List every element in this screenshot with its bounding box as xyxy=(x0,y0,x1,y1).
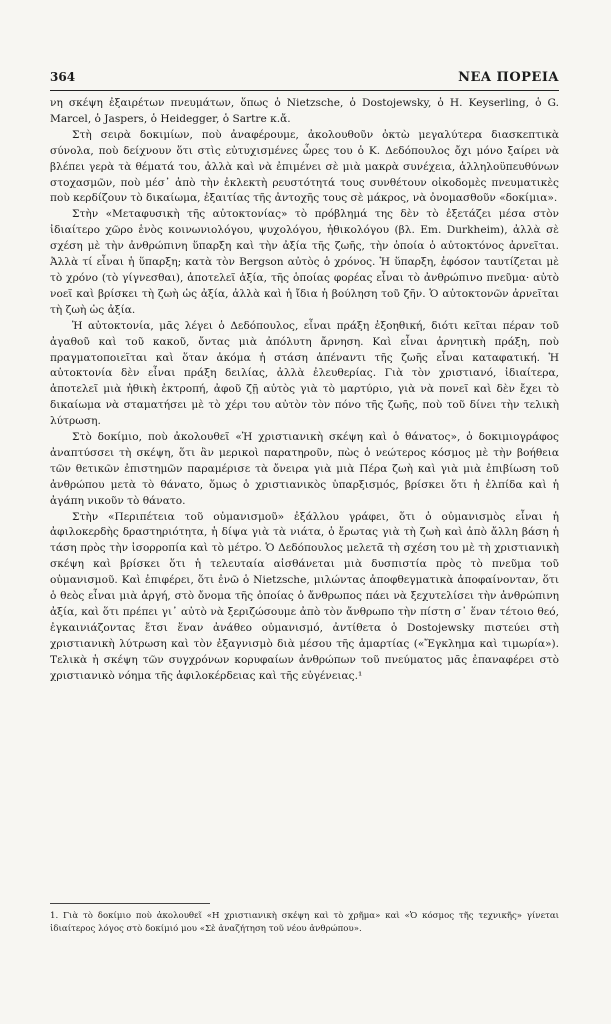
paragraph: Στὴ σειρὰ δοκιμίων, ποὺ ἀναφέρουμε, ἀκολουθοῦν ὀκτὼ μεγαλύτερα διασκεπτικὰ σύνολα, ποὺ δείχνουν ὅτι στὶς εὐτυχισμένες ὧρες του ὁ Κ. Δεδόπουλος ὄχι μόνο ξαίρει νὰ βλέπει γερὰ τὰ θέματά του, ἀλλὰ καὶ νὰ ἐπιμένει σὲ μιὰ μακρὰ συνέχεια, ἀλληλοϋπευθύνων στοχασμῶν, ποὺ μέσ᾿ ἀπὸ τὴν ἐκλεκτὴ ρευστότητά τους συνθέτουν οἰκοδομὲς πνευματικὲς ποὺ κερδίζουν τὸ δικαίωμα, ἐξαιτίας τῆς ἀντοχῆς τους σὲ μάκρος, νὰ ὀνομασθοῦν «δοκίμια». xyxy=(50,128,559,205)
footnote-rule xyxy=(50,903,210,904)
header-rule xyxy=(50,90,559,91)
running-head: ΝΕΑ ΠΟΡΕΙΑ xyxy=(458,70,559,85)
page-header xyxy=(50,70,559,85)
paragraph: Ἡ αὐτοκτονία, μᾶς λέγει ὁ Δεδόπουλος, εἶναι πράξη ἐξοηθική, διότι κεῖται πέραν τοῦ ἀγαθοῦ καὶ τοῦ κακοῦ, ὄντας μιὰ ἀπόλυτη ἄρνηση. Καὶ εἶναι ἀρνητικὴ πράξη, ποὺ πραγματοποιεῖται καὶ ὅταν ἀκόμα ἡ στάση ἀπέναντι τῆς ζωῆς εἶναι καταφατική. Ἡ αὐτοκτονία δὲν εἶναι πράξη δειλίας, ἀλλὰ ἐλευθερίας. Γιὰ τὸν χριστιανό, ἰδιαίτερα, ἀποτελεῖ μιὰ ἠθικὴ ἐκτροπή, ἀφοῦ ζῇ αὐτὸς γιὰ τὸ μαρτύριο, γιὰ νὰ πονεῖ καὶ δὲν ἔχει τὸ δικαίωμα νὰ σταματήσει μὲ τὸ χέρι του αὐτὸν τὸν πόνο τῆς ζωῆς, ποὺ τοῦ δίνει τὴν τελικὴ λύτρωση. xyxy=(50,319,559,428)
footnote: 1. Γιὰ τὸ δοκίμιο ποὺ ἀκολουθεῖ «Η χριστιανικὴ σκέψη καὶ τὸ χρῆμα» καὶ «Ὁ κόσμος τῆς τεχνικῆς» γίνεται ἰδιαίτερος λόγος στὸ δοκίμιό μου «Σὲ ἀναζήτηση τοῦ νέου ἀνθρώπου». xyxy=(50,911,559,934)
paragraph: νη σκέψη ἐξαιρέτων πνευμάτων, ὅπως ὁ Nietzsche, ὁ Dostojewsky, ὁ H. Keyserling, ὁ G. Marcel, ὁ Jaspers, ὁ Heidegger, ὁ Sartre κ.ἄ. xyxy=(50,97,559,125)
paragraph: Στὸ δοκίμιο, ποὺ ἀκολουθεῖ «Ἡ χριστιανικὴ σκέψη καὶ ὁ θάνατος», ὁ δοκιμιογράφος ἀναπτύσσει τὴ σκέψη, ὅτι ἂν μερικοὶ παρατηροῦν, πὼς ὁ νεώτερος κόσμος μὲ τὴν βοήθεια τῶν θετικῶν ἐπιστημῶν παραμέρισε τὰ ὄνειρα γιὰ μιὰ Πέρα ζωὴ καὶ γιὰ μιὰ ἐπιβίωση τοῦ ἀνθρώπου μετὰ τὸ θάνατο, ὅμως ὁ χριστιανικὸς ὑπαρξισμός, βρίσκει ὅτι ἡ ἐλπίδα καὶ ἡ ἀγάπη νικοῦν τὸ θάνατο. xyxy=(50,431,559,507)
body-text xyxy=(50,96,559,685)
page-number: 364 xyxy=(50,70,76,84)
paragraph: Στὴν «Περιπέτεια τοῦ οὐμανισμοῦ» ἐξάλλου γράφει, ὅτι ὁ οὐμανισμὸς εἶναι ἡ ἀφιλοκερδὴς δραστηριότητα, ἡ δίψα γιὰ τὰ νιάτα, ὁ ἔρωτας γιὰ τὴ ζωὴ καὶ ἀπὸ ἄλλη βάση ἡ τάση πρὸς τὴν ἰσορροπία καὶ τὸ μέτρο. Ὁ Δεδόπουλος μελετᾶ τὴ σχέση του μὲ τὴ χριστιανικὴ σκέψη καὶ βρίσκει ὅτι ἡ τελευταία αἰσθάνεται μιὰ δυσπιστία πρὸς τὸ πνεῦμα τοῦ οὐμανισμοῦ. Καὶ ἐπιφέρει, ὅτι ἐνῶ ὁ Nietzsche, μιλώντας ἀποφθεγματικὰ ἀποφαίνονταν, ὅτι ὁ θεὸς εἶναι μιὰ ἀργή, στὸ ὄνομα τῆς ὁποίας ὁ ἄνθρωπος πάει νὰ ξεχυτελίσει τὴν ἀνθρώπινη ἀξία, καὶ ὅτι πρέπει γι᾿ αὐτὸ νὰ ξεριζώσουμε ἀπὸ τὸν ἄνθρωπο τὴν πίστη σ᾿ ἕναν τέτοιο θεό, ἐγκαινιάζοντας ἔτσι ἕναν ἀνάθεο οὐμανισμό, ἀντίθετα ὁ Dostojewsky πιστεύει στὴ χριστιανικὴ λύτρωση καὶ τὸν ἐξαγνισμὸ διὰ μέσου τῆς ἁμαρτίας («Ἔγκλημα καὶ τιμωρία»). Τελικὰ ἡ σκέψη τῶν συγχρόνων κορυφαίων ἀνθρώπων τοῦ πνεύματος μᾶς ἐπαναφέρει στὸ χριστιανικὸ νόημα τῆς ἀφιλοκέρδειας καὶ τῆς εὐγένειας.¹ xyxy=(50,510,559,682)
paragraph: Στὴν «Μεταφυσικὴ τῆς αὐτοκτονίας» τὸ πρόβλημά της δὲν τὸ ἐξετάζει μέσα στὸν ἰδιαίτερο χῶρο ἑνὸς κοινωνιολόγου, ψυχολόγου, ἠθικολόγου (βλ. Em. Durkheim), ἀλλὰ σὲ σχέση μὲ τὴν ἀνθρώπινη ὕπαρξη καὶ τὴν ἀξία τῆς ζωῆς, τὴν ὁποία ὁ αὐτοκτόνος ἀρνεῖται. Ἀλλὰ τί εἶναι ἡ ὕπαρξη; κατὰ τὸν Bergson αὐτὸς ὁ χρόνος. Ἡ ὕπαρξη, ἐφόσον ταυτίζεται μὲ τὸ χρόνο (τὸ γίγνεσθαι), ἀποτελεῖ ἀξία, τῆς ὁποίας φορέας εἶναι τὸ ἀνθρώπινο πνεῦμα· αὐτὸ νοεῖ καὶ βρίσκει τὴ ζωὴ ὡς ἀξία, ἀλλὰ καὶ ἡ ἴδια ἡ βούληση τοῦ ζῆν. Ὁ αὐτοκτονῶν ἀρνεῖται τὴ ζωὴ ὡς ἀξία. xyxy=(50,208,559,316)
